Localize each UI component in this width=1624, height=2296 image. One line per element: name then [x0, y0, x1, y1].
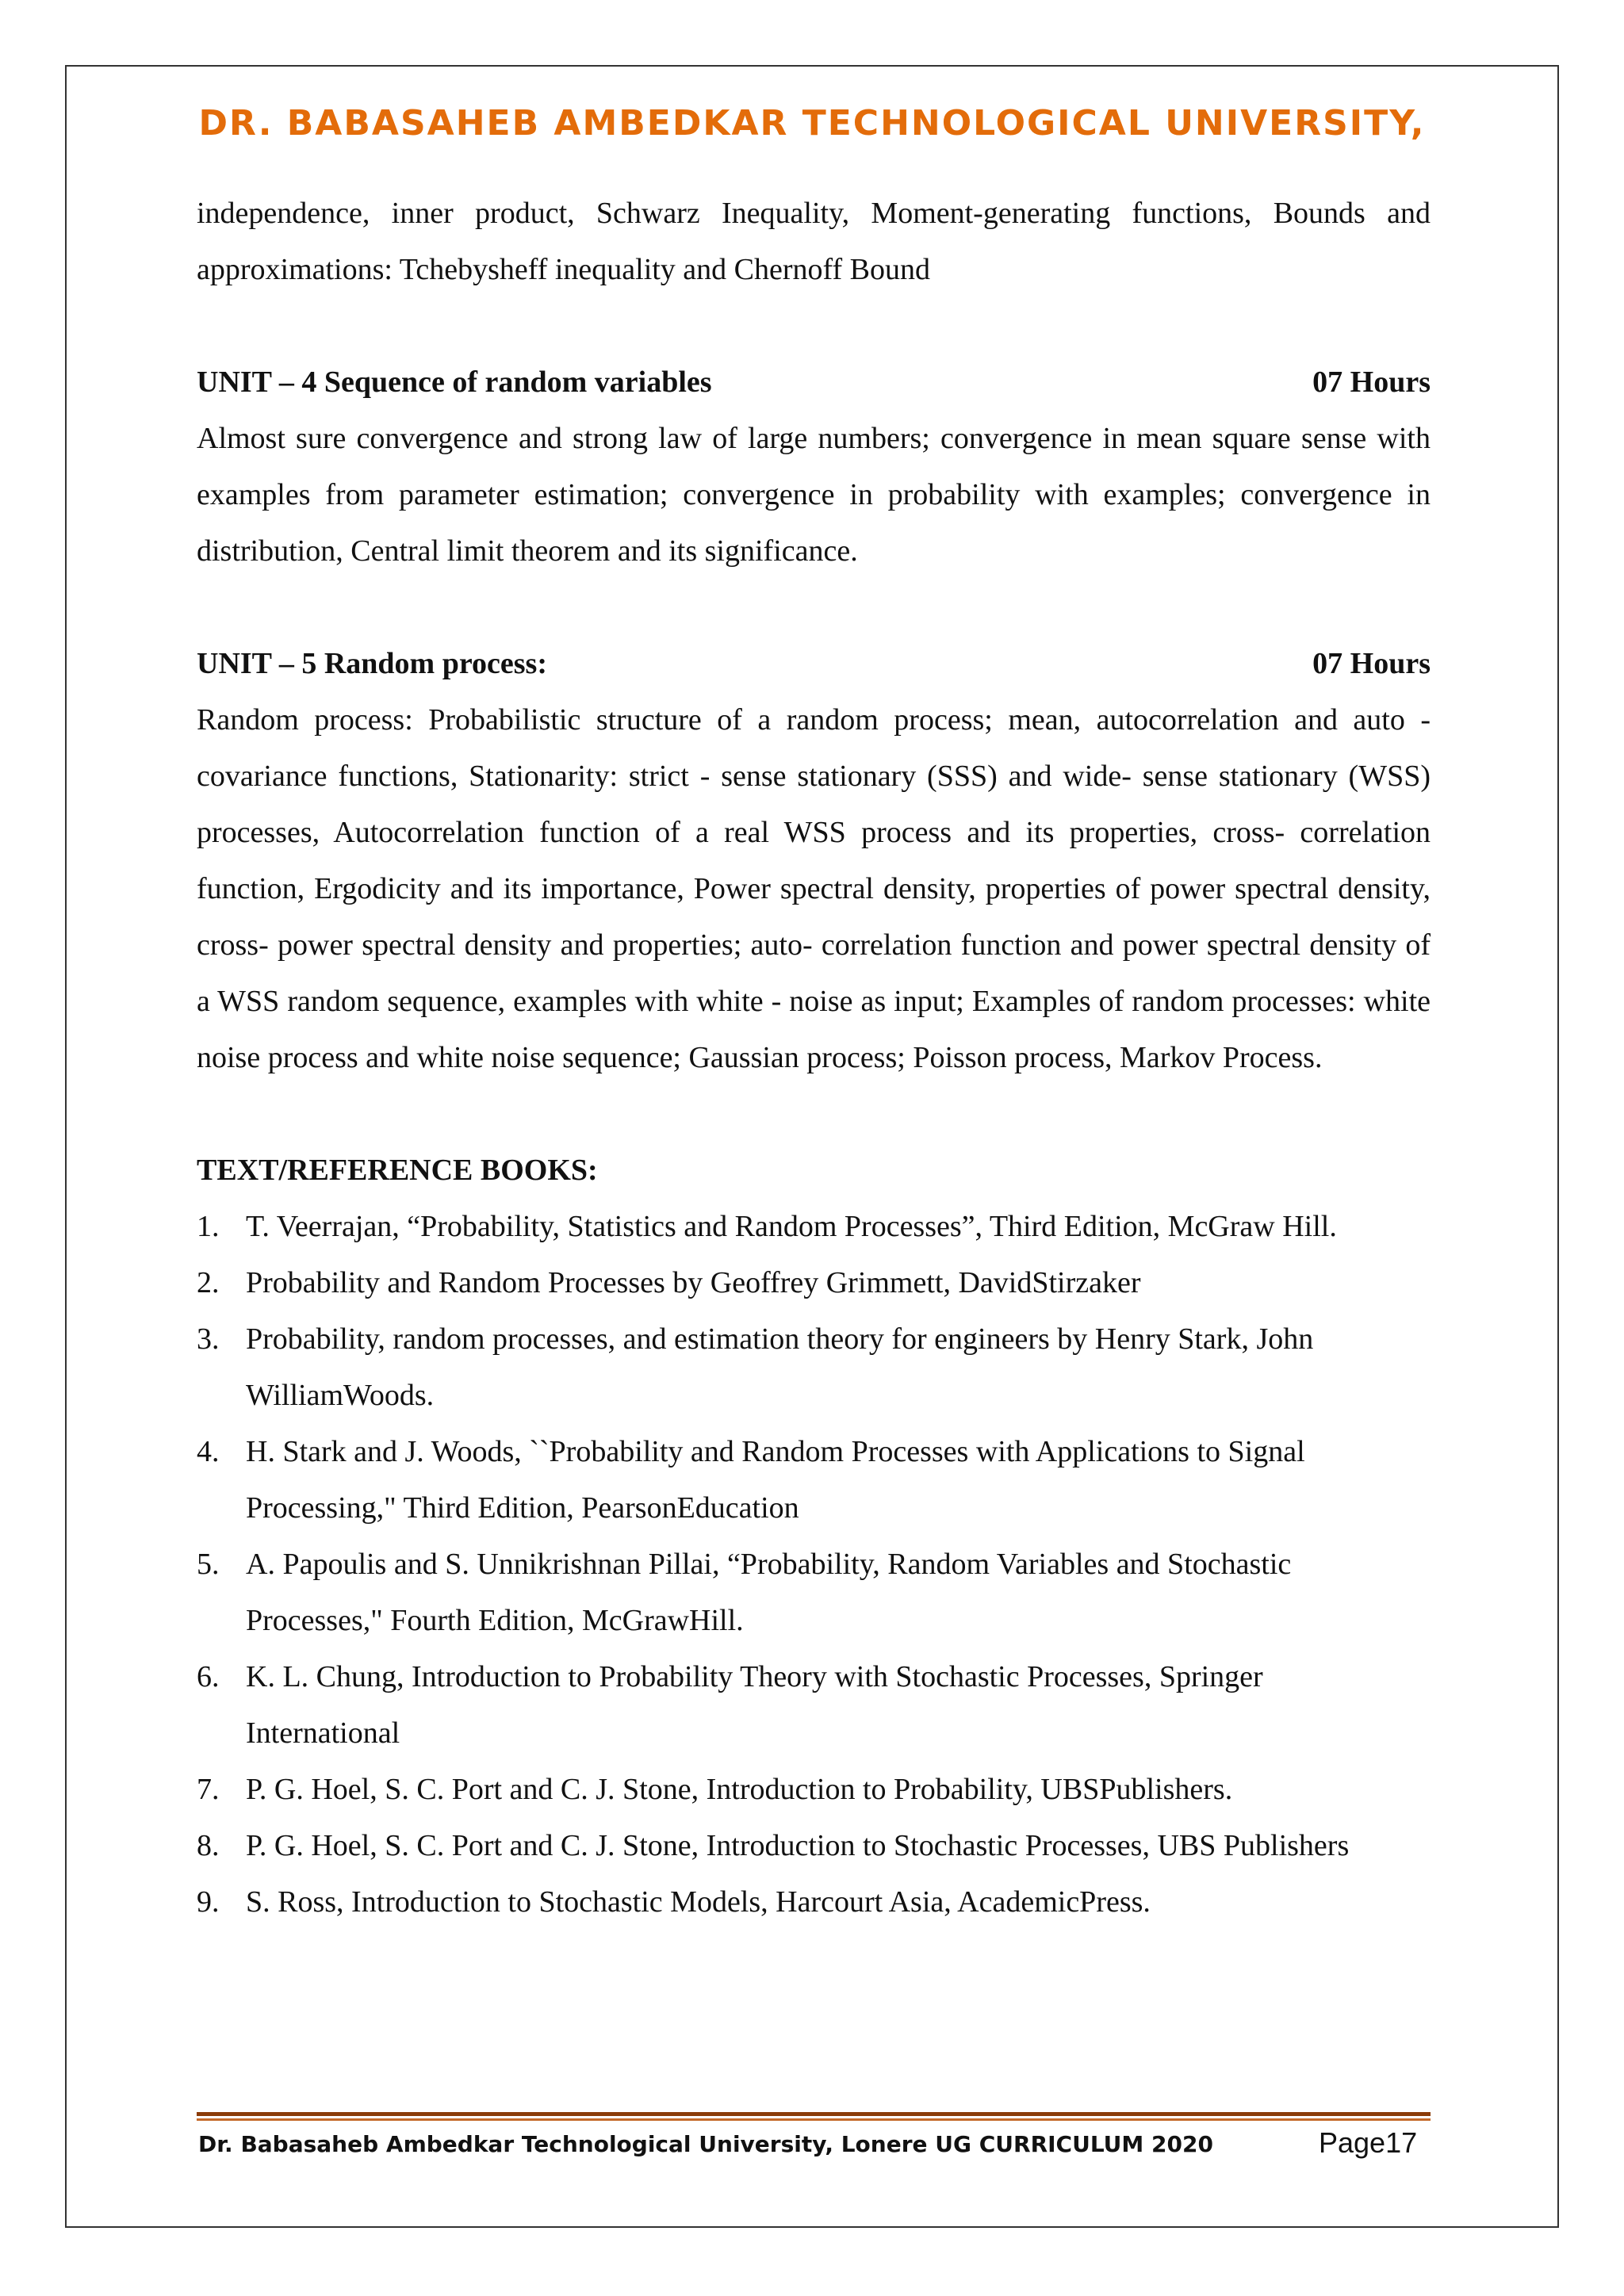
- unit-5-heading: [197, 636, 1431, 692]
- unit-4-heading: [197, 354, 1431, 411]
- unit-5-title: UNIT – 5 Random process:: [197, 647, 547, 680]
- book-number: 5.: [197, 1548, 220, 1581]
- page-number: Page17: [1319, 2126, 1418, 2159]
- book-number: 7.: [197, 1773, 220, 1806]
- book-number: 9.: [197, 1885, 220, 1919]
- page-content: [197, 186, 1431, 1931]
- book-item: [197, 1199, 1431, 1255]
- book-number: 3.: [197, 1322, 220, 1356]
- unit-4-body: Almost sure convergence and strong law of large numbers; convergence in mean square sense with examples from parameter estimation; convergence in probability with examples; convergence in distribution, Central limit theorem and its significance.: [197, 422, 1431, 568]
- footer-text: Dr. Babasaheb Ambedkar Technological University, Lonere UG CURRICULUM 2020: [198, 2131, 1213, 2157]
- book-item: [197, 1649, 1431, 1762]
- book-item: [197, 1536, 1431, 1649]
- unit-5-body: Random process: Probabilistic structure of a random process; mean, autocorrelation and auto - covariance functions, Stationarity: strict - sense stationary (SSS) and wide- sense stationary (WSS) processes, Autocorrelation function of a real WSS process and its properties, cross- correlation function, Ergodicity and its importance, Power spectral density, properties of power spectral density, cross- power spectral density and properties; auto- correlation function and power spectral density of a WSS random sequence, examples with white - noise as input; Examples of random processes: white noise process and white noise sequence; Gaussian process; Poisson process, Markov Process.: [197, 703, 1431, 1074]
- book-text: S. Ross, Introduction to Stochastic Models, Harcourt Asia, AcademicPress.: [246, 1885, 1151, 1919]
- page-header-title: DR. BABASAHEB AMBEDKAR TECHNOLOGICAL UNIVERSITY,: [198, 103, 1426, 144]
- book-text: H. Stark and J. Woods, ``Probability and Random Processes with Applications to Signal Processing," Third Edition, PearsonEducation: [246, 1435, 1305, 1525]
- footer-divider: [197, 2112, 1431, 2116]
- book-text: P. G. Hoel, S. C. Port and C. J. Stone, Introduction to Stochastic Processes, UBS Publishers: [246, 1829, 1350, 1862]
- book-text: Probability, random processes, and estimation theory for engineers by Henry Stark, John WilliamWoods.: [246, 1322, 1314, 1412]
- book-item: [197, 1255, 1431, 1311]
- unit-5-hours: 07 Hours: [1312, 647, 1431, 680]
- book-text: A. Papoulis and S. Unnikrishnan Pillai, “Probability, Random Variables and Stochastic Processes," Fourth Edition, McGrawHill.: [246, 1548, 1292, 1637]
- book-text: Probability and Random Processes by Geoffrey Grimmett, DavidStirzaker: [246, 1266, 1141, 1299]
- books-heading: TEXT/REFERENCE BOOKS:: [197, 1154, 598, 1187]
- book-item: [197, 1424, 1431, 1536]
- unit-4-title: UNIT – 4 Sequence of random variables: [197, 365, 712, 399]
- book-item: [197, 1818, 1431, 1874]
- footer-divider-thin: [197, 2118, 1431, 2121]
- book-number: 2.: [197, 1266, 220, 1299]
- spacer: [197, 580, 1431, 636]
- intro-paragraph: independence, inner product, Schwarz Inequality, Moment-generating functions, Bounds and approximations: Tchebysheff inequality and Chernoff Bound: [197, 197, 1431, 286]
- book-item: [197, 1762, 1431, 1818]
- book-number: 1.: [197, 1210, 220, 1243]
- book-text: T. Veerrajan, “Probability, Statistics and Random Processes”, Third Edition, McGraw Hill.: [246, 1210, 1337, 1243]
- book-text: P. G. Hoel, S. C. Port and C. J. Stone, Introduction to Probability, UBSPublishers.: [246, 1773, 1233, 1806]
- book-text: K. L. Chung, Introduction to Probability Theory with Stochastic Processes, Springer International: [246, 1660, 1263, 1750]
- spacer: [197, 1086, 1431, 1142]
- spacer: [197, 298, 1431, 354]
- book-item: [197, 1874, 1431, 1931]
- book-number: 8.: [197, 1829, 220, 1862]
- unit-4-hours: 07 Hours: [1312, 365, 1431, 399]
- book-number: 4.: [197, 1435, 220, 1468]
- book-item: [197, 1311, 1431, 1424]
- book-list: [197, 1199, 1431, 1931]
- book-number: 6.: [197, 1660, 220, 1693]
